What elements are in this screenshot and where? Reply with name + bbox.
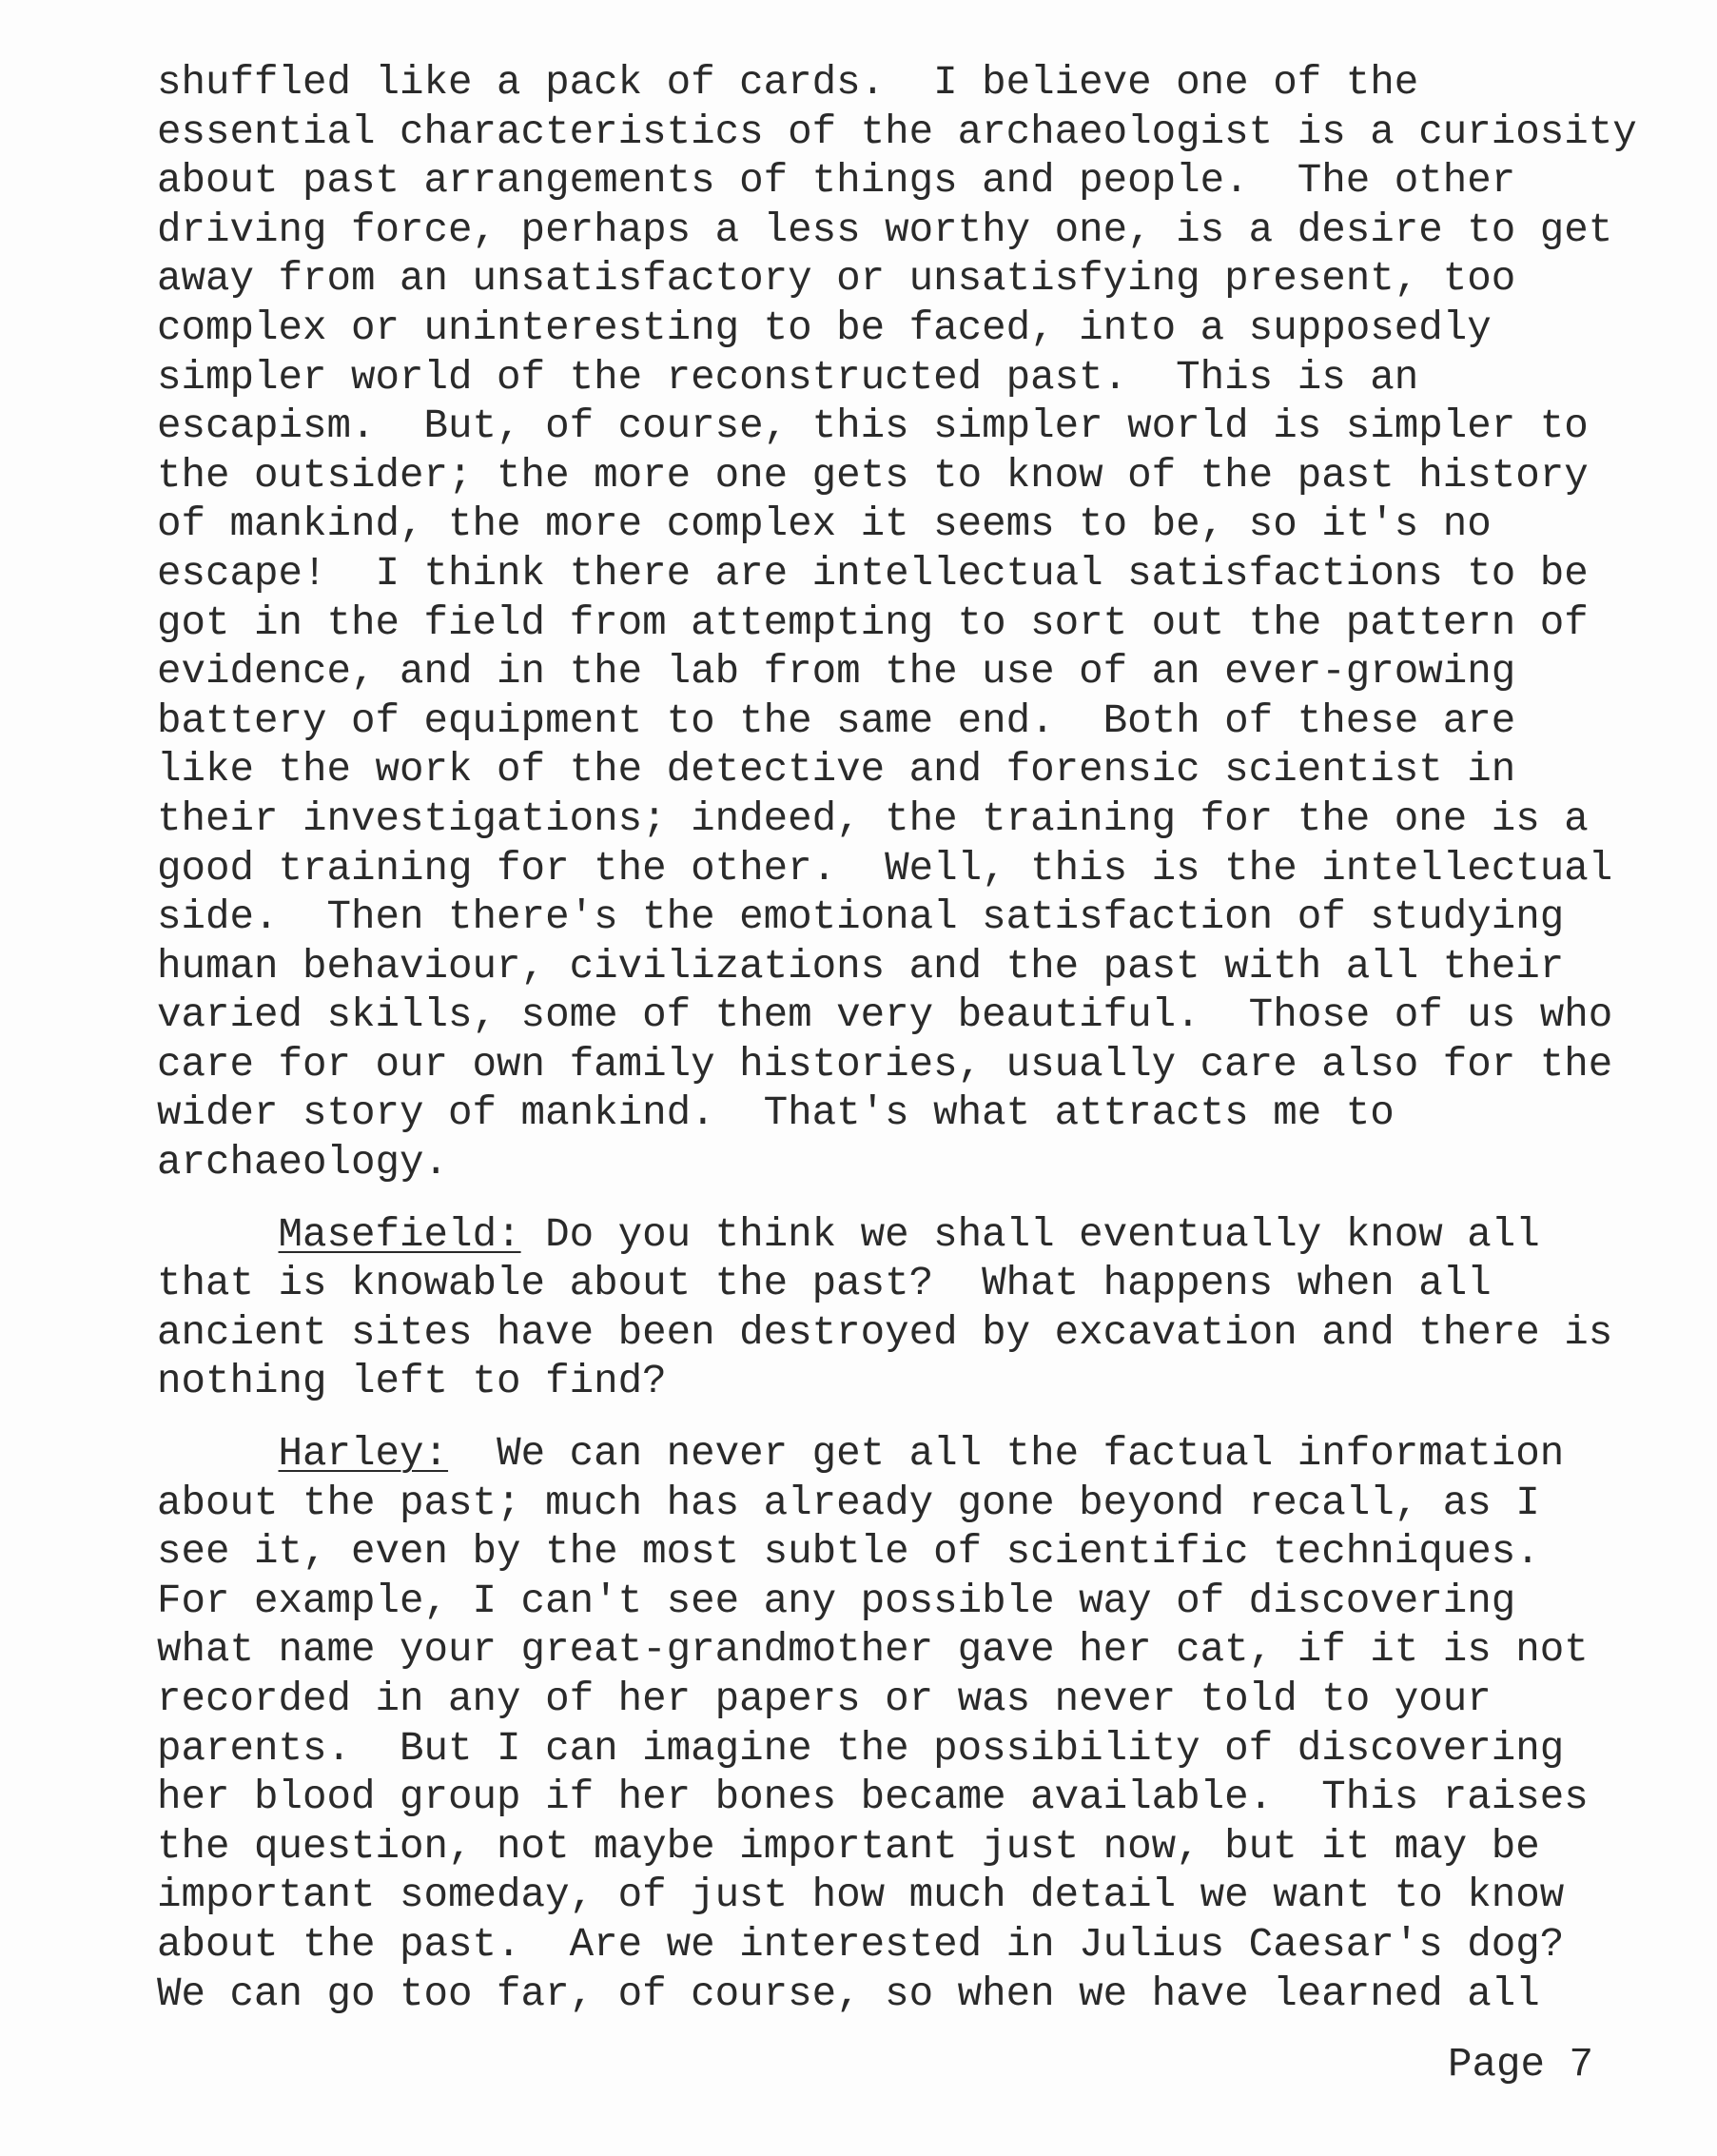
- text-line: parents. But I can imagine the possibility of discovering: [157, 1725, 1565, 1772]
- text-line: For example, I can't see any possible way of discovering: [157, 1578, 1516, 1624]
- paragraph-masefield-question: [157, 1211, 1641, 1407]
- text-line: got in the field from attempting to sort out the pattern of: [157, 599, 1589, 646]
- text-line: see it, even by the most subtle of scientific techniques.: [157, 1529, 1540, 1576]
- paragraph-harley-answer-2: [157, 1430, 1641, 2019]
- text-line: complex or uninteresting to be faced, into a supposedly: [157, 304, 1492, 351]
- text-line: away from an unsatisfactory or unsatisfying present, too: [157, 256, 1516, 303]
- text-line: varied skills, some of them very beautiful. Those of us who: [157, 992, 1613, 1039]
- text-line: side. Then there's the emotional satisfaction of studying: [157, 894, 1565, 941]
- typescript-body: [157, 59, 1641, 2019]
- text-line: [157, 1430, 1641, 1480]
- paragraph-harley-answer: [157, 59, 1641, 1188]
- text-line: their investigations; indeed, the training for the one is a: [157, 795, 1589, 842]
- text-line: good training for the other. Well, this is the intellectual: [157, 845, 1613, 892]
- text-line: escape! I think there are intellectual satisfactions to be: [157, 550, 1589, 597]
- text-line: archaeology.: [157, 1140, 449, 1186]
- text-line: the outsider; the more one gets to know of the past history: [157, 452, 1589, 499]
- text-line: care for our own family histories, usually care also for the: [157, 1041, 1613, 1088]
- text-line: her blood group if her bones became available. This raises: [157, 1774, 1589, 1821]
- text-line: important someday, of just how much detail we want to know: [157, 1872, 1565, 1919]
- text-line: shuffled like a pack of cards. I believe one of the: [157, 60, 1419, 106]
- text-line: of mankind, the more complex it seems to be, so it's no: [157, 501, 1492, 548]
- text-line: the question, not maybe important just now, but it may be: [157, 1823, 1540, 1870]
- text-line: wider story of mankind. That's what attracts me to: [157, 1090, 1395, 1137]
- text-line: ancient sites have been destroyed by excavation and there is: [157, 1309, 1613, 1356]
- text-line: about past arrangements of things and people. The other: [157, 158, 1516, 205]
- line-text: Do you think we shall eventually know all: [520, 1211, 1540, 1258]
- text-line: what name your great-grandmother gave her cat, if it is not: [157, 1627, 1589, 1674]
- page-number: Page 7: [1448, 2042, 1594, 2087]
- paragraph-gap: [157, 1407, 1641, 1430]
- paragraph-gap: [157, 1188, 1641, 1211]
- text-line: that is knowable about the past? What happens when all: [157, 1261, 1492, 1307]
- text-line: human behaviour, civilizations and the past with all their: [157, 943, 1565, 990]
- text-line: battery of equipment to the same end. Both of these are: [157, 697, 1516, 744]
- text-line: recorded in any of her papers or was never told to your: [157, 1676, 1492, 1722]
- text-line: about the past. Are we interested in Julius Caesar's dog?: [157, 1921, 1565, 1968]
- text-line: [157, 1211, 1641, 1261]
- speaker-label-masefield: Masefield:: [278, 1211, 521, 1258]
- text-line: escapism. But, of course, this simpler world is simpler to: [157, 403, 1589, 450]
- text-line: evidence, and in the lab from the use of an ever-growing: [157, 649, 1516, 696]
- text-line: simpler world of the reconstructed past. This is an: [157, 354, 1419, 401]
- text-line: driving force, perhaps a less worthy one, is a desire to get: [157, 206, 1613, 253]
- line-text: We can never get all the factual information: [448, 1431, 1565, 1478]
- text-line: like the work of the detective and forensic scientist in: [157, 747, 1516, 794]
- text-line: essential characteristics of the archaeologist is a curiosity: [157, 108, 1637, 155]
- text-line: about the past; much has already gone beyond recall, as I: [157, 1480, 1540, 1526]
- speaker-label-harley: Harley:: [278, 1431, 449, 1478]
- text-line: nothing left to find?: [157, 1359, 667, 1405]
- text-line: We can go too far, of course, so when we have learned all: [157, 1970, 1540, 2017]
